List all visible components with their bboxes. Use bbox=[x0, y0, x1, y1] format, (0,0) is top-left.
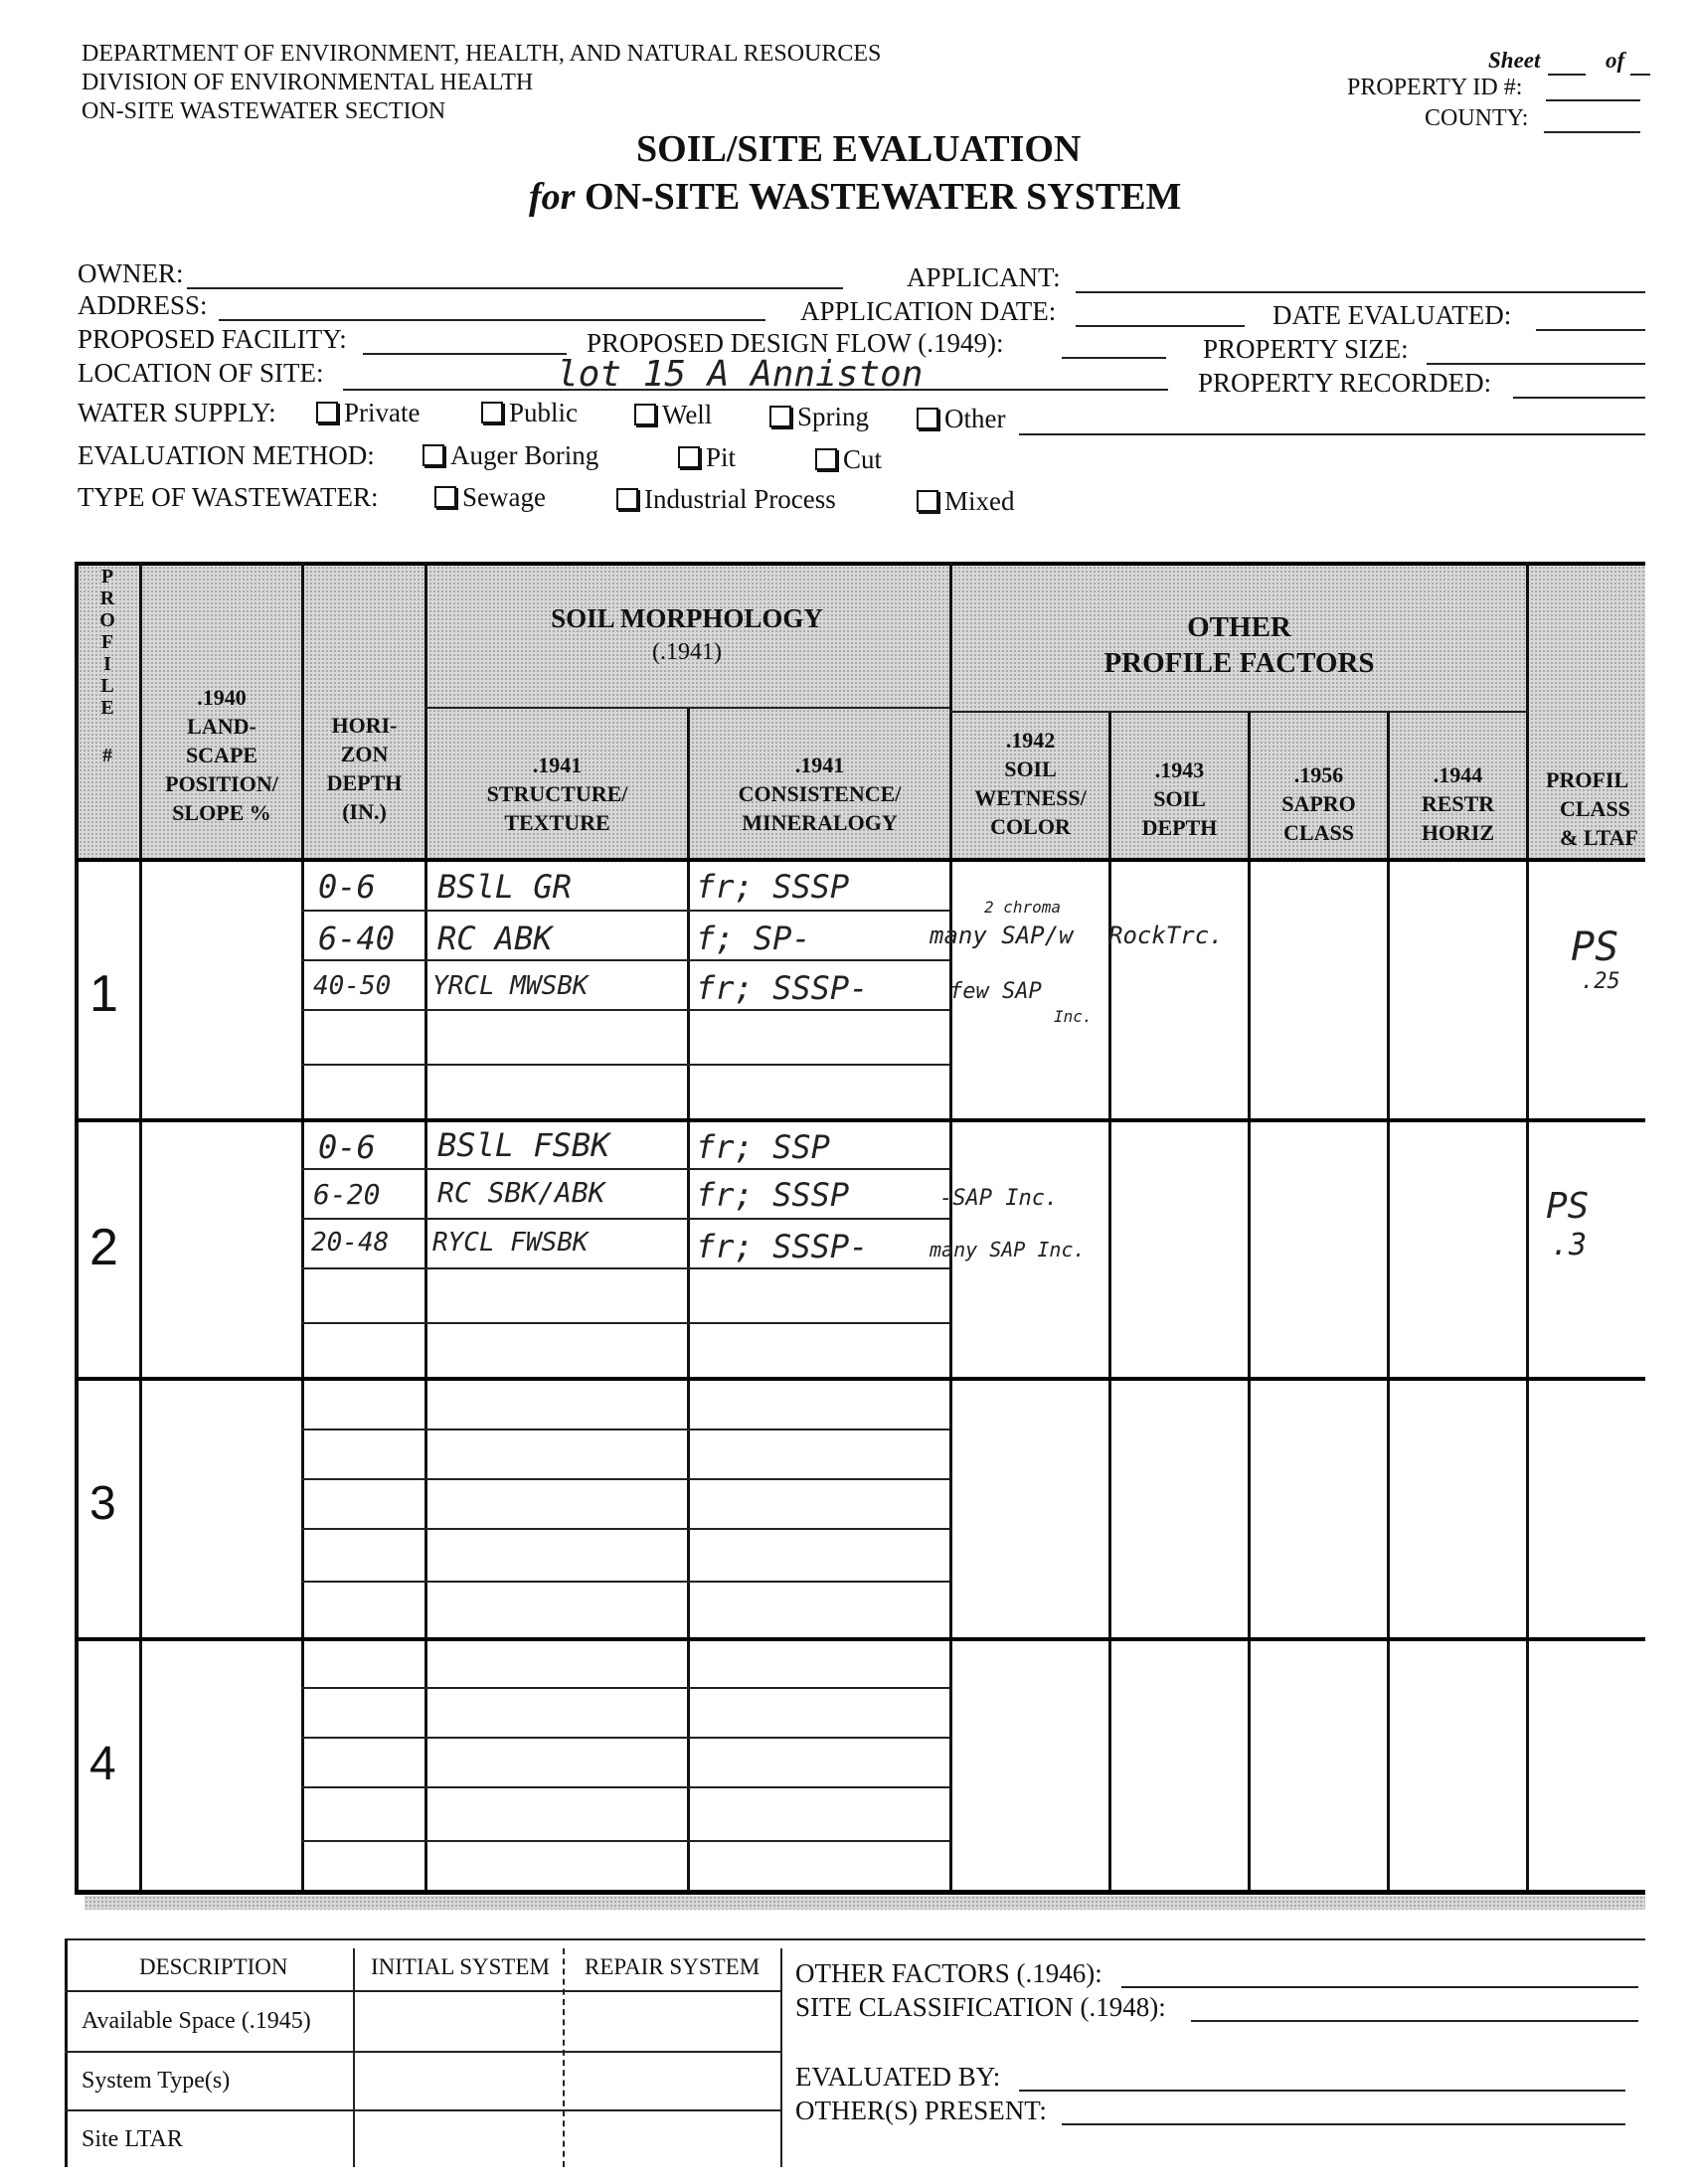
water-supply-label: WATER SUPPLY: bbox=[78, 398, 276, 427]
row-line bbox=[301, 1581, 949, 1583]
soil-depth-header bbox=[1111, 756, 1248, 842]
row-line bbox=[301, 1064, 949, 1066]
description-header: DESCRIPTION bbox=[139, 1954, 288, 1979]
proposed-design-flow-line[interactable] bbox=[1062, 357, 1166, 359]
header-line: CONSISTENCE/ bbox=[738, 781, 902, 806]
bottom-row-line-2 bbox=[65, 2109, 780, 2111]
location-label: LOCATION OF SITE: bbox=[78, 358, 324, 388]
application-date-line[interactable] bbox=[1076, 325, 1245, 327]
profile-letter: F bbox=[100, 631, 114, 653]
date-evaluated-line[interactable] bbox=[1536, 329, 1645, 331]
water-supply-private[interactable] bbox=[316, 398, 420, 428]
header-line: STRUCTURE/ bbox=[486, 781, 628, 806]
p1-depth-2: 6-40 bbox=[318, 920, 396, 957]
header-line: .1956 bbox=[1293, 762, 1344, 787]
form-subtitle bbox=[529, 175, 1181, 219]
form-subtitle-main: ON-SITE WASTEWATER SYSTEM bbox=[584, 176, 1182, 218]
checkbox-icon[interactable] bbox=[316, 402, 338, 423]
checkbox-icon[interactable] bbox=[769, 406, 791, 427]
header-line: CLASS bbox=[1283, 820, 1354, 845]
header-line: SOIL bbox=[1004, 756, 1057, 781]
evaluation-method-label: EVALUATION METHOD: bbox=[78, 440, 375, 470]
row-line bbox=[301, 1428, 949, 1430]
p1-consistence-3: fr; SSSP- bbox=[696, 969, 869, 1007]
county-line[interactable] bbox=[1544, 131, 1640, 133]
header-line: POSITION/ bbox=[165, 771, 278, 796]
property-id-line[interactable] bbox=[1546, 99, 1640, 101]
header-line: ZON bbox=[340, 742, 389, 766]
landscape-header bbox=[142, 683, 301, 827]
row-line bbox=[301, 1786, 949, 1788]
header-line: SCAPE bbox=[185, 743, 258, 767]
header-line: .1944 bbox=[1433, 762, 1483, 787]
checkbox-icon[interactable] bbox=[481, 402, 503, 423]
option-label: Pit bbox=[706, 442, 737, 472]
row-line bbox=[301, 910, 949, 912]
header-line: PROFILE FACTORS bbox=[1103, 647, 1375, 679]
wastewater-industrial[interactable] bbox=[616, 484, 836, 515]
p2-note-many-sap: many SAP Inc. bbox=[930, 1238, 1086, 1261]
water-supply-other[interactable] bbox=[917, 404, 1005, 434]
p2-note-sap: -SAP Inc. bbox=[939, 1186, 1059, 1211]
header-line: CLASS bbox=[1560, 796, 1630, 821]
col-divider-restr bbox=[1526, 562, 1529, 1894]
row-line bbox=[301, 1478, 949, 1480]
header-line: DEPTH bbox=[326, 770, 403, 795]
header-line: PROFIL bbox=[1546, 767, 1629, 792]
p1-note-few-sap: few SAP bbox=[949, 979, 1042, 1004]
bottom-left-border bbox=[65, 1938, 68, 2167]
profile-letter: R bbox=[99, 588, 115, 609]
header-line: SOIL bbox=[1153, 786, 1206, 811]
soil-morph-subline bbox=[424, 707, 949, 709]
p1-depth-1: 0-6 bbox=[318, 868, 376, 906]
profile-number-4: 4 bbox=[89, 1738, 116, 1790]
row-line bbox=[301, 1009, 949, 1011]
address-line[interactable] bbox=[219, 319, 765, 321]
p1-structure-1: BSlL GR bbox=[437, 868, 572, 906]
profile-letter: P bbox=[100, 566, 114, 588]
owner-line[interactable] bbox=[187, 287, 843, 289]
other-water-line[interactable] bbox=[1019, 433, 1645, 435]
county-label: COUNTY: bbox=[1425, 105, 1529, 131]
p2-consistence-3: fr; SSSP- bbox=[696, 1228, 869, 1265]
property-recorded-line[interactable] bbox=[1513, 397, 1645, 399]
owner-label: OWNER: bbox=[78, 258, 184, 288]
profile-letter: L bbox=[100, 675, 114, 697]
p1-structure-2: RC ABK bbox=[437, 920, 553, 957]
repair-system-header: REPAIR SYSTEM bbox=[585, 1954, 761, 1979]
method-pit[interactable] bbox=[678, 442, 736, 473]
evaluated-by-label: EVALUATED BY: bbox=[795, 2062, 1001, 2092]
row-line bbox=[301, 1168, 949, 1170]
p1-ltar: .25 bbox=[1581, 969, 1620, 994]
profile-3-bottom bbox=[75, 1637, 1645, 1641]
p2-structure-1: BSlL FSBK bbox=[437, 1126, 610, 1164]
proposed-facility-line[interactable] bbox=[363, 353, 567, 355]
form-title: SOIL/SITE EVALUATION bbox=[636, 128, 1082, 170]
of-label: of bbox=[1606, 48, 1625, 73]
table-left-border bbox=[75, 562, 79, 1894]
other-factors-line[interactable] bbox=[1121, 1986, 1638, 1988]
p1-note-many-sap: many SAP/w bbox=[930, 922, 1074, 949]
soil-morphology-header bbox=[424, 601, 949, 669]
p2-structure-3: RYCL FWSBK bbox=[432, 1228, 589, 1258]
row-line bbox=[301, 1840, 949, 1842]
option-label: Industrial Process bbox=[644, 484, 836, 514]
header-line: RESTR bbox=[1421, 791, 1495, 816]
profile-number-3: 3 bbox=[89, 1477, 116, 1530]
col-divider-wetness bbox=[1108, 711, 1111, 1894]
checkbox-icon[interactable] bbox=[616, 488, 638, 510]
agency-line-2: DIVISION OF ENVIRONMENTAL HEALTH bbox=[82, 70, 534, 95]
table-top-border bbox=[75, 562, 1645, 566]
checkbox-icon[interactable] bbox=[815, 448, 837, 470]
header-line: LAND- bbox=[187, 714, 256, 739]
header-line: SLOPE % bbox=[172, 800, 271, 825]
system-type-label: System Type(s) bbox=[82, 2068, 231, 2094]
row-line bbox=[301, 1528, 949, 1530]
row-line bbox=[301, 1322, 949, 1324]
water-supply-well[interactable] bbox=[634, 400, 712, 430]
wetness-header bbox=[952, 726, 1108, 841]
profile-header bbox=[92, 566, 122, 766]
p2-structure-2: RC SBK/ABK bbox=[437, 1176, 605, 1209]
water-supply-public[interactable] bbox=[481, 398, 578, 428]
property-id-label: PROPERTY ID #: bbox=[1347, 75, 1523, 100]
checkbox-icon[interactable] bbox=[434, 486, 456, 508]
profile-2-bottom bbox=[75, 1377, 1645, 1381]
bottom-row-line-1 bbox=[65, 2051, 780, 2053]
bottom-col-divider-3 bbox=[780, 1948, 782, 2167]
header-line: HORIZ bbox=[1421, 820, 1495, 845]
option-label: Private bbox=[344, 398, 421, 427]
others-present-line[interactable] bbox=[1062, 2123, 1625, 2125]
soil-profile-table bbox=[75, 562, 1645, 1894]
header-line: TEXTURE bbox=[504, 810, 610, 835]
p2-depth-1: 0-6 bbox=[318, 1128, 376, 1166]
header-line: .1940 bbox=[197, 685, 247, 710]
profile-class-header bbox=[1546, 765, 1645, 852]
method-cut[interactable] bbox=[815, 444, 882, 475]
row-line bbox=[301, 1687, 949, 1689]
method-auger-boring[interactable] bbox=[423, 440, 598, 471]
profile-1-bottom bbox=[75, 1118, 1645, 1122]
sheet-label: Sheet bbox=[1488, 48, 1541, 73]
available-space-label: Available Space (.1945) bbox=[82, 2008, 311, 2034]
checkbox-icon[interactable] bbox=[678, 446, 700, 468]
sapro-class-header bbox=[1251, 760, 1387, 847]
agency-header bbox=[82, 40, 881, 126]
p1-structure-3: YRCL MWSBK bbox=[432, 971, 589, 1001]
site-classification-line[interactable] bbox=[1191, 2020, 1638, 2022]
p2-consistence-2: fr; SSSP bbox=[696, 1176, 850, 1214]
agency-line-3: ON-SITE WASTEWATER SECTION bbox=[82, 98, 446, 124]
header-line: SOIL MORPHOLOGY bbox=[551, 603, 823, 633]
option-label: Well bbox=[662, 400, 713, 429]
checkbox-icon[interactable] bbox=[634, 404, 656, 425]
p2-depth-2: 6-20 bbox=[313, 1178, 381, 1211]
form-subtitle-prefix: for bbox=[529, 176, 576, 218]
header-line: .1942 bbox=[1005, 728, 1056, 753]
profile-letter: O bbox=[99, 609, 115, 631]
header-line: .1943 bbox=[1154, 757, 1205, 782]
address-label: ADDRESS: bbox=[78, 290, 208, 320]
wastewater-sewage[interactable] bbox=[434, 482, 546, 513]
header-line: .1941 bbox=[794, 753, 845, 777]
p2-ltar: .3 bbox=[1551, 1228, 1588, 1262]
property-size-line[interactable] bbox=[1427, 363, 1645, 365]
header-bottom-border bbox=[75, 858, 1645, 862]
header-line: (IN.) bbox=[342, 799, 387, 824]
p2-consistence-1: fr; SSP bbox=[696, 1128, 830, 1166]
agency-line-1: DEPARTMENT OF ENVIRONMENT, HEALTH, AND NATURAL RESOURCES bbox=[82, 41, 882, 67]
header-line: WETNESS/ bbox=[974, 785, 1087, 810]
header-line: & LTAF bbox=[1560, 825, 1638, 850]
others-present-label: OTHER(S) PRESENT: bbox=[795, 2096, 1047, 2125]
horizon-header bbox=[304, 711, 424, 826]
profile-letter: # bbox=[102, 745, 112, 766]
applicant-label: APPLICANT: bbox=[907, 262, 1061, 292]
water-supply-spring[interactable] bbox=[769, 402, 869, 432]
wastewater-type-label: TYPE OF WASTEWATER: bbox=[78, 482, 379, 512]
bottom-col-divider-2 bbox=[563, 1948, 565, 2167]
sheet-total-line[interactable] bbox=[1630, 74, 1650, 76]
header-line: OTHER bbox=[1187, 611, 1291, 643]
row-line bbox=[301, 1267, 949, 1269]
row-line bbox=[301, 1737, 949, 1739]
wastewater-mixed[interactable] bbox=[917, 486, 1015, 517]
proposed-facility-label: PROPOSED FACILITY: bbox=[78, 324, 347, 354]
consistence-header bbox=[690, 751, 949, 837]
option-label: Auger Boring bbox=[450, 440, 599, 470]
checkbox-icon[interactable] bbox=[917, 490, 938, 512]
bottom-header-line bbox=[65, 1990, 780, 1992]
option-label: Cut bbox=[843, 444, 883, 474]
p1-depth-3: 40-50 bbox=[313, 971, 392, 1001]
application-date-label: APPLICATION DATE: bbox=[800, 296, 1057, 326]
p1-note-inc: Inc. bbox=[1054, 1007, 1093, 1026]
col-divider-sapro bbox=[1387, 711, 1390, 1894]
date-evaluated-label: DATE EVALUATED: bbox=[1272, 300, 1512, 330]
sheet-number-line[interactable] bbox=[1548, 74, 1586, 76]
location-value: lot 15 A Anniston bbox=[557, 354, 924, 395]
profile-letter: E bbox=[100, 697, 114, 719]
other-profile-factors-header bbox=[952, 609, 1526, 681]
header-line: SAPRO bbox=[1281, 791, 1356, 816]
header-line: DEPTH bbox=[1141, 815, 1218, 840]
p2-depth-3: 20-48 bbox=[311, 1228, 390, 1258]
table-bottom-shade bbox=[85, 1896, 1645, 1910]
option-label: Sewage bbox=[462, 482, 546, 512]
header-line: .1941 bbox=[532, 753, 583, 777]
profile-number-2: 2 bbox=[89, 1219, 118, 1276]
checkbox-icon[interactable] bbox=[423, 444, 444, 466]
bottom-top-line bbox=[65, 1938, 1645, 1940]
restr-horiz-header bbox=[1390, 760, 1526, 847]
p1-note-rock: RockTrc. bbox=[1108, 922, 1224, 949]
p1-note-chroma: 2 chroma bbox=[984, 898, 1062, 917]
col-divider-soil-depth bbox=[1248, 711, 1251, 1894]
p2-class: PS bbox=[1546, 1186, 1590, 1227]
row-line bbox=[301, 1218, 949, 1220]
other-factors-label: OTHER FACTORS (.1946): bbox=[795, 1958, 1102, 1988]
checkbox-icon[interactable] bbox=[917, 408, 938, 429]
bottom-col-divider-1 bbox=[353, 1948, 355, 2167]
col-divider-structure bbox=[687, 707, 690, 1894]
property-recorded-label: PROPERTY RECORDED: bbox=[1198, 368, 1492, 398]
option-label: Other bbox=[944, 404, 1006, 433]
option-label: Mixed bbox=[944, 486, 1015, 516]
header-line: HORI- bbox=[331, 713, 398, 738]
initial-system-header: INITIAL SYSTEM bbox=[371, 1954, 550, 1979]
p1-consistence-2: f; SP- bbox=[696, 920, 811, 957]
site-classification-label: SITE CLASSIFICATION (.1948): bbox=[795, 1992, 1166, 2022]
structure-header bbox=[427, 751, 687, 837]
option-label: Public bbox=[509, 398, 579, 427]
table-bottom-border bbox=[75, 1890, 1645, 1895]
evaluated-by-line[interactable] bbox=[1019, 2090, 1625, 2092]
other-factors-subline bbox=[949, 711, 1526, 713]
header-line: (.1941) bbox=[652, 639, 722, 665]
row-line bbox=[301, 959, 949, 961]
header-line: COLOR bbox=[990, 814, 1071, 839]
p1-consistence-1: fr; SSSP bbox=[696, 868, 850, 906]
site-ltar-label: Site LTAR bbox=[82, 2126, 183, 2152]
option-label: Spring bbox=[797, 402, 870, 431]
applicant-line[interactable] bbox=[1076, 291, 1645, 293]
header-line: MINERALOGY bbox=[742, 810, 898, 835]
proposed-design-flow-label: PROPOSED DESIGN FLOW (.1949): bbox=[587, 328, 1004, 358]
profile-number-1: 1 bbox=[89, 965, 118, 1023]
property-size-label: PROPERTY SIZE: bbox=[1203, 334, 1409, 364]
profile-letter: I bbox=[103, 653, 111, 675]
p1-class: PS bbox=[1571, 924, 1619, 970]
